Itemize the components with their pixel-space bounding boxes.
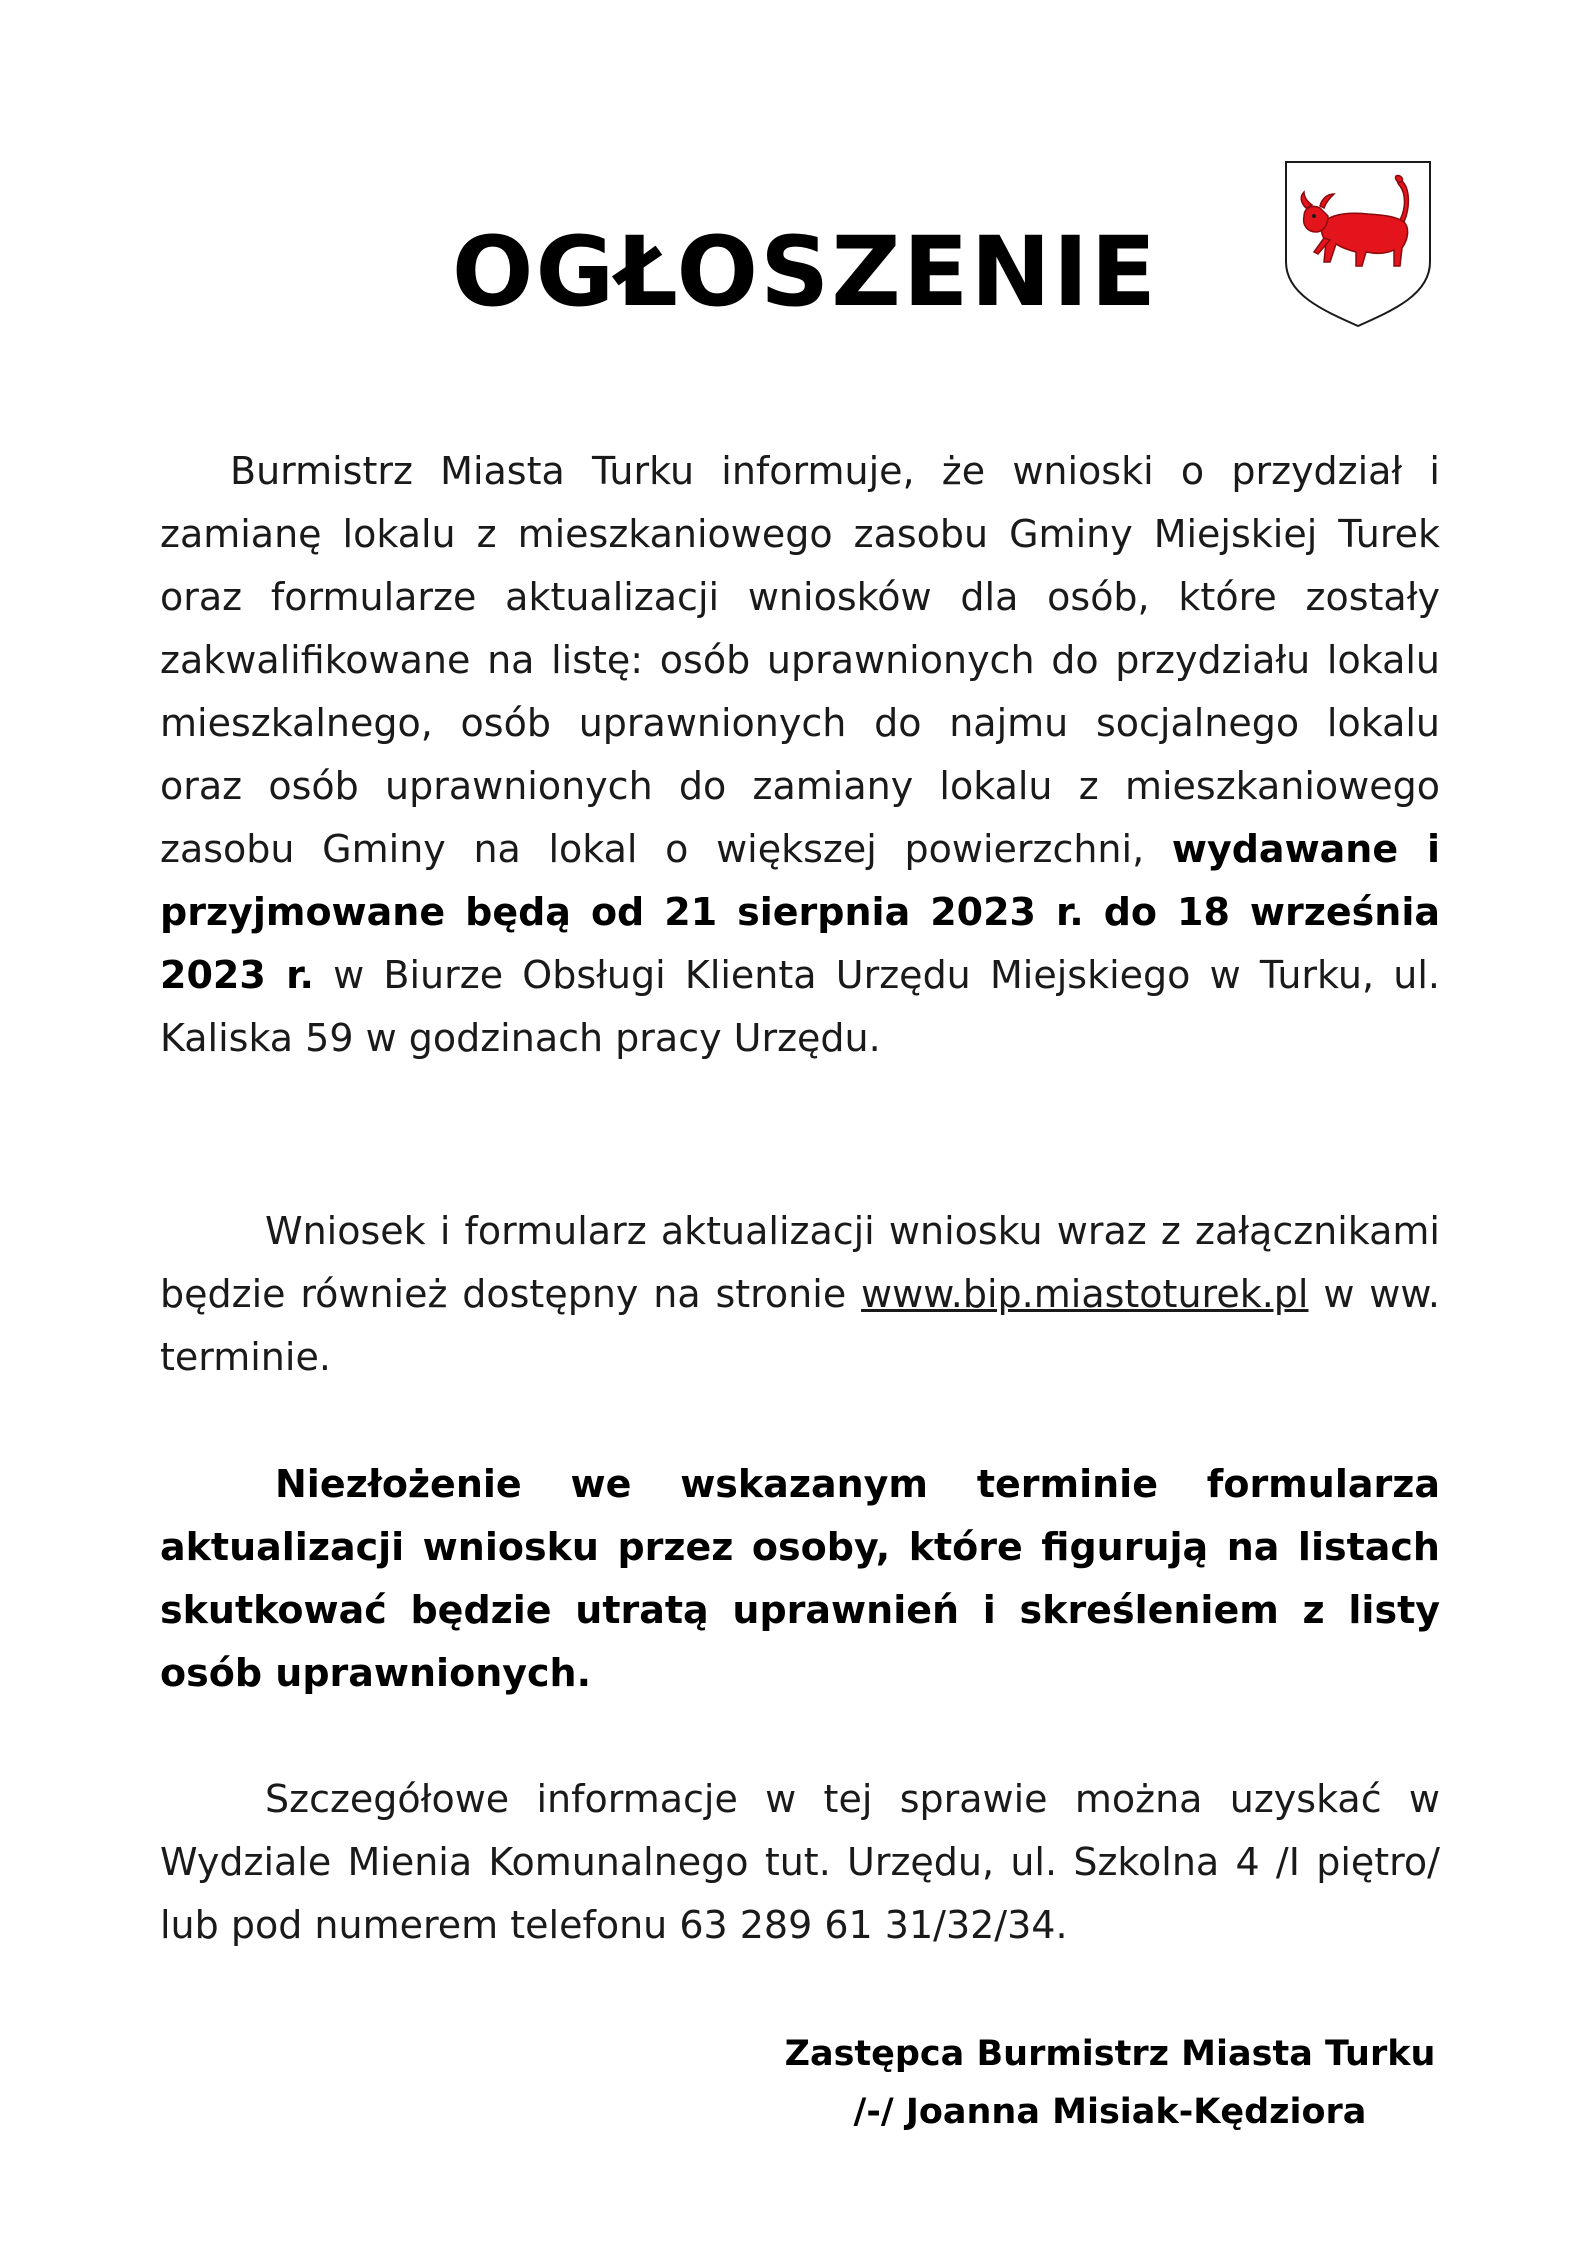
paragraph-text: Burmistrz Miasta Turku informuje, że wnioski o przydział i zamianę lokalu z mieszkaniowego zasobu Gminy Miejskiej Turek oraz formularze aktualizacji wniosków dla osób, które zostały zakwalifikowane na listę: osób uprawnionych do przydziału lokalu mieszkalnego, osób uprawnionych do najmu socjalnego lokalu oraz osób uprawnionych do zamiany lokalu z mieszkaniowego zasobu Gminy na lokal o większej powierzchni,	[160, 449, 1440, 871]
page-title: OGŁOSZENIE	[451, 216, 1159, 328]
signature-name: /-/ Joanna Misiak-Kędziora	[853, 2092, 1367, 2132]
city-crest-red-bull-icon	[1282, 158, 1434, 330]
paragraph-warning: Niezłożenie we wskazanym terminie formularza aktualizacji wniosku przez osoby, które figurują na listach skutkować będzie utratą uprawnień i skreśleniem z listy osób uprawnionych.	[160, 1462, 1440, 1695]
paragraph-text: Wniosek i formularz aktualizacji wniosku wraz z załącznikami będzie również dostępny na stronie	[160, 1209, 1440, 1316]
paragraph-text: w Biurze Obsługi Klienta Urzędu Miejskiego w Turku, ul. Kaliska 59 w godzinach pracy Urzędu.	[160, 953, 1440, 1060]
signature-block	[760, 2025, 1460, 2141]
paragraph-text: w ww. terminie.	[160, 1272, 1440, 1379]
paragraph-announcement	[160, 440, 1440, 1070]
paragraph-dates-bold: wydawane i przyjmowane będą od 21 sierpnia 2023 r. do 18 września 2023 r.	[160, 827, 1440, 997]
signature-role: Zastępca Burmistrz Miasta Turku	[784, 2034, 1436, 2074]
paragraph-contact: Szczegółowe informacje w tej sprawie można uzyskać w Wydziale Mienia Komunalnego tut. Urzędu, ul. Szkolna 4 /I piętro/ lub pod numerem telefonu 63 289 61 31/32/34.	[160, 1777, 1440, 1947]
paragraph-website	[160, 1200, 1440, 1389]
bip-website-link[interactable]: www.bip.miastoturek.pl	[861, 1272, 1309, 1316]
